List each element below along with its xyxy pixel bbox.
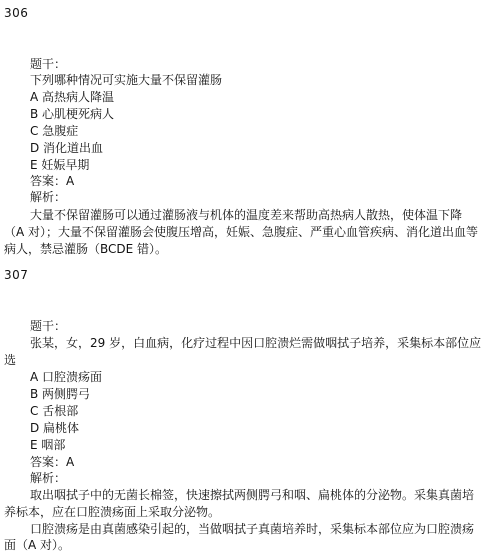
analysis-line: 病人，禁忌灌肠（BCDE 错）。 (4, 242, 168, 256)
option-b: B 心肌梗死病人 (30, 107, 115, 121)
question-text: 下列哪种情况可实施大量不保留灌肠 (30, 73, 223, 87)
question-text: 选 (4, 353, 17, 367)
option-d: D 消化道出血 (30, 141, 104, 155)
option-e: E 妊娠早期 (30, 158, 90, 172)
option-a: A 口腔溃疡面 (30, 370, 103, 384)
answer: 答案：A (30, 455, 75, 469)
analysis-line: 口腔溃疡是由真菌感染引起的，当做咽拭子真菌培养时，采集标本部位应为口腔溃疡 (30, 522, 475, 536)
option-c: C 急腹症 (30, 124, 79, 138)
analysis-line: 大量不保留灌肠可以通过灌肠液与机体的温度差来帮助高热病人散热，使体温下降 (30, 208, 463, 222)
analysis-line: （A 对）；大量不保留灌肠会使腹压增高，妊娠、急腹症、严重心血管疾病、消化道出血等 (4, 225, 479, 239)
question-number: 306 (4, 6, 29, 20)
analysis-line: 取出咽拭子中的无菌长棉签，快速擦拭两侧腭弓和咽、扁桃体的分泌物。采集真菌培 (30, 488, 475, 502)
stem-label: 题干： (30, 57, 67, 71)
analysis-label: 解析： (30, 190, 67, 204)
answer: 答案：A (30, 174, 75, 188)
analysis-line: 养标本，应在口腔溃疡面上采取分泌物。 (4, 505, 221, 519)
option-c: C 舌根部 (30, 404, 79, 418)
option-d: D 扁桃体 (30, 421, 80, 435)
option-e: E 咽部 (30, 438, 66, 452)
analysis-line: 面（A 对）。 (4, 538, 71, 552)
question-text: 张某，女，29 岁，白血病，化疗过程中因口腔溃烂需做咽拭子培养，采集标本部位应 (30, 336, 482, 350)
option-b: B 两侧腭弓 (30, 387, 91, 401)
stem-label: 题干： (30, 319, 67, 333)
option-a: A 高热病人降温 (30, 90, 115, 104)
analysis-label: 解析： (30, 471, 67, 485)
question-number: 307 (4, 268, 29, 282)
